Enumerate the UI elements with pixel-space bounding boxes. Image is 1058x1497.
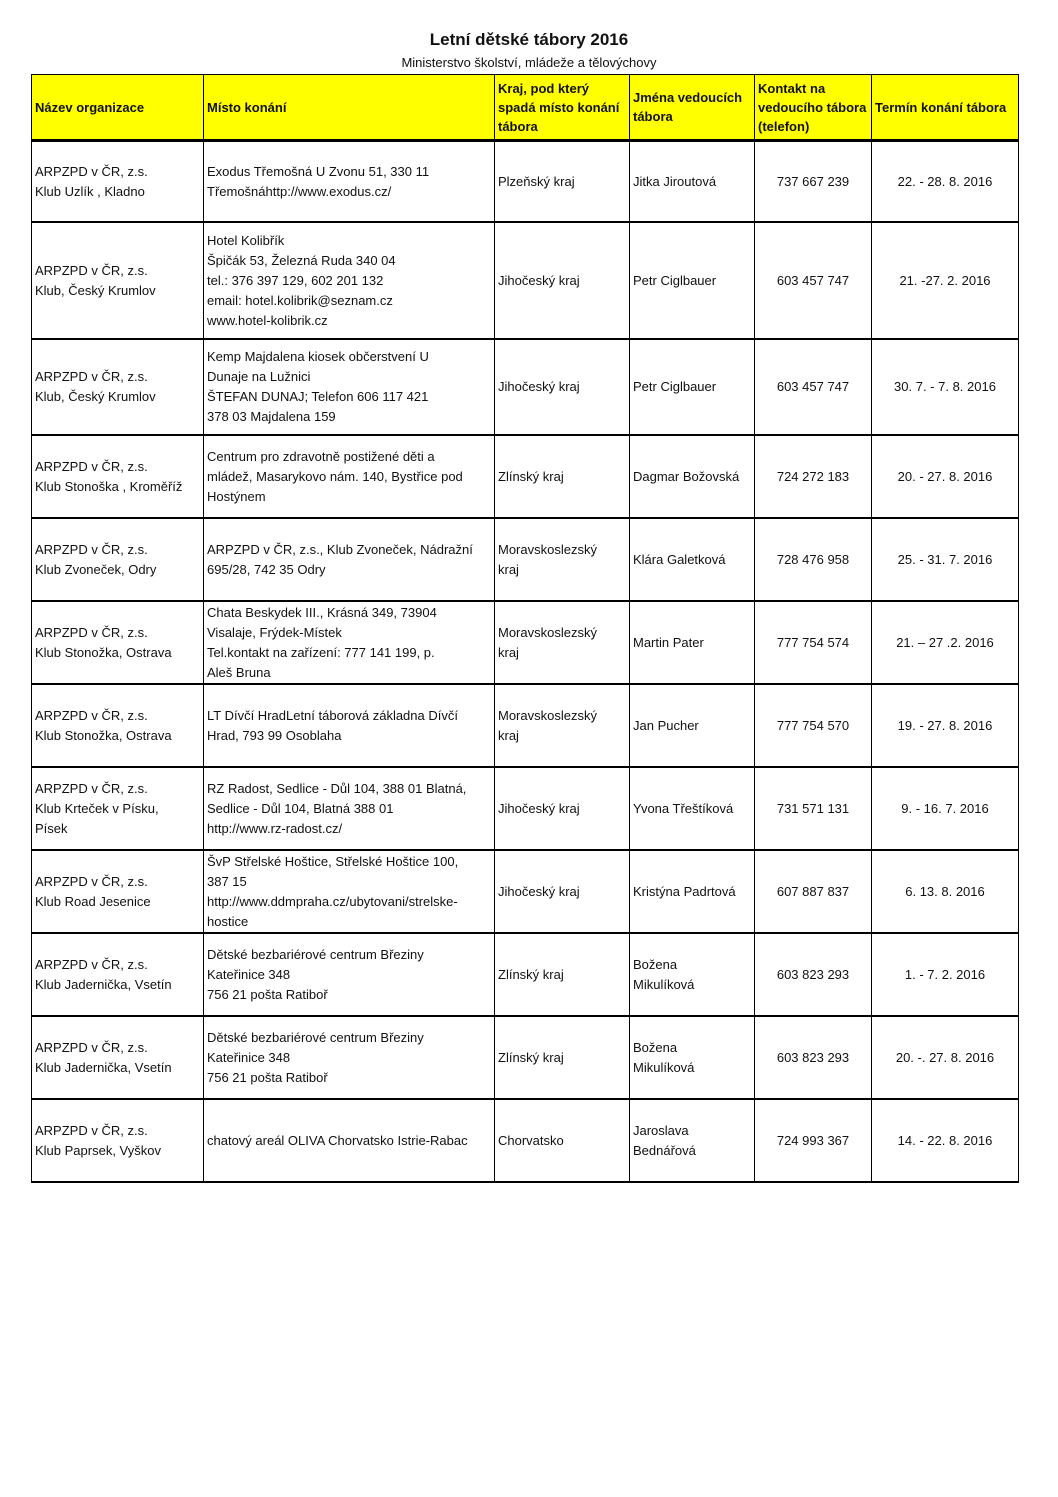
organization-cell: ARPZPD v ČR, z.s. Klub Uzlík , Kladno	[32, 141, 204, 223]
phone-cell: 777 754 570	[755, 684, 872, 767]
region-cell: Chorvatsko	[495, 1099, 630, 1182]
organization-cell: ARPZPD v ČR, z.s. Klub Stonožka, Ostrava	[32, 601, 204, 684]
term-cell: 21. -27. 2. 2016	[872, 222, 1019, 339]
organization-cell: ARPZPD v ČR, z.s. Klub Jadernička, Vsetín	[32, 933, 204, 1016]
table-row	[32, 767, 1019, 850]
place-cell: Centrum pro zdravotně postižené děti a mládež, Masarykovo nám. 140, Bystřice pod Hostýnem	[204, 435, 495, 518]
organization-cell: ARPZPD v ČR, z.s. Klub Paprsek, Vyškov	[32, 1099, 204, 1182]
place-cell: ŠvP Střelské Hoštice, Střelské Hoštice 100, 387 15 http://www.ddmpraha.cz/ubytovani/strelske- hostice	[204, 850, 495, 933]
place-cell: Exodus Třemošná U Zvonu 51, 330 11 Třemošnáhttp://www.exodus.cz/	[204, 141, 495, 223]
term-cell: 22. - 28. 8. 2016	[872, 141, 1019, 223]
phone-cell: 603 823 293	[755, 933, 872, 1016]
table-row	[32, 435, 1019, 518]
phone-cell: 607 887 837	[755, 850, 872, 933]
region-cell: Jihočeský kraj	[495, 339, 630, 435]
phone-cell: 603 457 747	[755, 339, 872, 435]
phone-cell: 731 571 131	[755, 767, 872, 850]
table-row	[32, 1016, 1019, 1099]
table-row	[32, 518, 1019, 601]
region-cell: Zlínský kraj	[495, 933, 630, 1016]
region-cell: Jihočeský kraj	[495, 850, 630, 933]
column-header-region: Kraj, pod který spadá místo konání tábora	[495, 75, 630, 141]
camps-table	[31, 74, 1019, 1183]
term-cell: 20. - 27. 8. 2016	[872, 435, 1019, 518]
region-cell: Moravskoslezský kraj	[495, 518, 630, 601]
phone-cell: 777 754 574	[755, 601, 872, 684]
region-cell: Jihočeský kraj	[495, 222, 630, 339]
table-row	[32, 933, 1019, 1016]
phone-cell: 603 823 293	[755, 1016, 872, 1099]
place-cell: chatový areál OLIVA Chorvatsko Istrie-Rabac	[204, 1099, 495, 1182]
organization-cell: ARPZPD v ČR, z.s. Klub Krteček v Písku, Písek	[32, 767, 204, 850]
place-cell: Chata Beskydek III., Krásná 349, 73904 Visalaje, Frýdek-Místek Tel.kontakt na zařízení: 777 141 199, p. Aleš Bruna	[204, 601, 495, 684]
table-row	[32, 222, 1019, 339]
region-cell: Moravskoslezský kraj	[495, 684, 630, 767]
region-cell: Zlínský kraj	[495, 435, 630, 518]
organization-cell: ARPZPD v ČR, z.s. Klub Jadernička, Vsetín	[32, 1016, 204, 1099]
column-header-place: Místo konání	[204, 75, 495, 141]
term-cell: 6. 13. 8. 2016	[872, 850, 1019, 933]
document-subtitle: Ministerstvo školství, mládeže a tělovýchovy	[401, 55, 657, 70]
place-cell: ARPZPD v ČR, z.s., Klub Zvoneček, Nádražní 695/28, 742 35 Odry	[204, 518, 495, 601]
term-cell: 14. - 22. 8. 2016	[872, 1099, 1019, 1182]
term-cell: 25. - 31. 7. 2016	[872, 518, 1019, 601]
table-row	[32, 339, 1019, 435]
leaders-cell: Yvona Třeštíková	[630, 767, 755, 850]
table-row	[32, 601, 1019, 684]
organization-cell: ARPZPD v ČR, z.s. Klub Zvoneček, Odry	[32, 518, 204, 601]
leaders-cell: Petr Ciglbauer	[630, 222, 755, 339]
region-cell: Moravskoslezský kraj	[495, 601, 630, 684]
place-cell: Dětské bezbariérové centrum Březiny Kateřinice 348 756 21 pošta Ratiboř	[204, 933, 495, 1016]
leaders-cell: Jaroslava Bednářová	[630, 1099, 755, 1182]
organization-cell: ARPZPD v ČR, z.s. Klub, Český Krumlov	[32, 222, 204, 339]
region-cell: Zlínský kraj	[495, 1016, 630, 1099]
phone-cell: 724 993 367	[755, 1099, 872, 1182]
place-cell: Hotel Kolibřík Špičák 53, Železná Ruda 340 04 tel.: 376 397 129, 602 201 132 email: hotel.kolibrik@seznam.cz www.hotel-kolibrik.cz	[204, 222, 495, 339]
leaders-cell: Jan Pucher	[630, 684, 755, 767]
table-row	[32, 141, 1019, 223]
place-cell: LT Dívčí HradLetní táborová základna Dívčí Hrad, 793 99 Osoblaha	[204, 684, 495, 767]
table-header-row	[32, 75, 1019, 141]
document-title: Letní dětské tábory 2016	[429, 30, 629, 49]
table-row	[32, 1099, 1019, 1182]
organization-cell: ARPZPD v ČR, z.s. Klub Stonožka, Ostrava	[32, 684, 204, 767]
organization-cell: ARPZPD v ČR, z.s. Klub, Český Krumlov	[32, 339, 204, 435]
term-cell: 20. -. 27. 8. 2016	[872, 1016, 1019, 1099]
organization-cell: ARPZPD v ČR, z.s. Klub Road Jesenice	[32, 850, 204, 933]
leaders-cell: Klára Galetková	[630, 518, 755, 601]
column-header-organization: Název organizace	[32, 75, 204, 141]
phone-cell: 728 476 958	[755, 518, 872, 601]
table-row	[32, 850, 1019, 933]
table-row	[32, 684, 1019, 767]
organization-cell: ARPZPD v ČR, z.s. Klub Stonoška , Kroměříž	[32, 435, 204, 518]
place-cell: RZ Radost, Sedlice - Důl 104, 388 01 Blatná, Sedlice - Důl 104, Blatná 388 01 http://www.rz-radost.cz/	[204, 767, 495, 850]
phone-cell: 737 667 239	[755, 141, 872, 223]
leaders-cell: Božena Mikulíková	[630, 933, 755, 1016]
leaders-cell: Dagmar Božovská	[630, 435, 755, 518]
column-header-leaders: Jména vedoucích tábora	[630, 75, 755, 141]
leaders-cell: Martin Pater	[630, 601, 755, 684]
term-cell: 21. – 27 .2. 2016	[872, 601, 1019, 684]
region-cell: Plzeňský kraj	[495, 141, 630, 223]
place-cell: Kemp Majdalena kiosek občerstvení U Dunaje na Lužnici ŠTEFAN DUNAJ; Telefon 606 117 421 378 03 Majdalena 159	[204, 339, 495, 435]
term-cell: 30. 7. - 7. 8. 2016	[872, 339, 1019, 435]
phone-cell: 603 457 747	[755, 222, 872, 339]
term-cell: 19. - 27. 8. 2016	[872, 684, 1019, 767]
leaders-cell: Kristýna Padrtová	[630, 850, 755, 933]
region-cell: Jihočeský kraj	[495, 767, 630, 850]
leaders-cell: Božena Mikulíková	[630, 1016, 755, 1099]
term-cell: 9. - 16. 7. 2016	[872, 767, 1019, 850]
term-cell: 1. - 7. 2. 2016	[872, 933, 1019, 1016]
column-header-phone: Kontakt na vedoucího tábora (telefon)	[755, 75, 872, 141]
column-header-term: Termín konání tábora	[872, 75, 1019, 141]
leaders-cell: Petr Ciglbauer	[630, 339, 755, 435]
phone-cell: 724 272 183	[755, 435, 872, 518]
place-cell: Dětské bezbariérové centrum Březiny Kateřinice 348 756 21 pošta Ratiboř	[204, 1016, 495, 1099]
leaders-cell: Jitka Jiroutová	[630, 141, 755, 223]
